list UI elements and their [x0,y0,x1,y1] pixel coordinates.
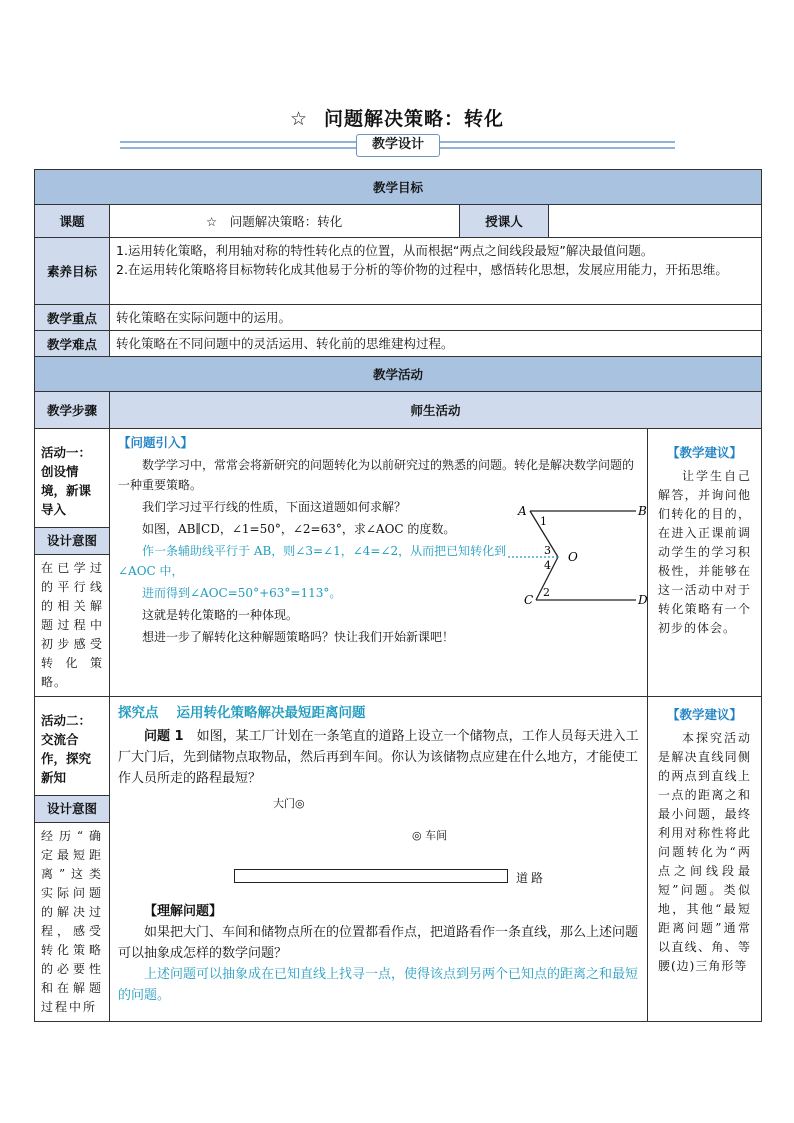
question-1-text: 如图，某工厂计划在一条笔直的道路上设立一个储物点，工作人员每天进入工厂大门后，先到储物点取物品，然后再到车间。你认为该储物点应建在什么地方，才能使工作人员所走的路程最短？ [118,729,639,786]
lesson-table [34,169,762,1022]
label-c: C [524,593,534,607]
steps-header-row [35,392,762,429]
goals-section-title: 教学目标 [35,170,762,205]
angle-1: 1 [540,515,547,528]
activity-2-tip-tag: 【教学建议】 [666,707,742,722]
literacy-content [110,238,762,305]
activity-1-p6: 这就是转化策略的一种体现。 [142,608,299,622]
road-figure [118,789,639,901]
activity-1-p4: 作一条辅助线平行于 AB，则∠3=∠1，∠4=∠2，从而把已知转化到∠AOC 中， [118,544,507,578]
question-1 [118,726,639,789]
literacy-row [35,238,762,305]
activity-1-tip-text: 让学生自己解答，并询问他们转化的目的，在进入正课前调动学生的学习积极性，并能够在这一活动中对于转化策略有一个初步的体会。 [658,469,751,635]
angle-2: 2 [543,586,550,599]
label-b: B [638,504,647,518]
activity-1-p3: 如图，AB∥CD，∠1=50°，∠2=63°，求∠AOC 的度数。 [142,522,456,536]
course-value: ☆ 问题解决策略：转化 [110,205,460,238]
goals-header-row [35,170,762,205]
activity-2-design-text: 经历“确定最短距离”这类实际问题的解决过程，感受转化策略的必要性和在解题过程中所 [41,829,103,1014]
activity-2-design-label: 设计意图 [35,795,109,823]
section-banner [120,135,675,153]
explore-point: 探究点 [118,705,159,721]
key-value: 转化策略在实际问题中的运用。 [110,305,762,331]
course-row [35,205,762,238]
literacy-item-1: 1.运用转化策略，利用轴对称的特性转化点的位置，从而根据“两点之间线段最短”解决最值问题。 [116,243,654,258]
activity-2-left [35,697,110,1022]
activity-1-p7: 想进一步了解转化这种解题策略吗？快让我们开始新课吧！ [142,630,455,644]
understand-tag: 【理解问题】 [144,904,223,919]
key-label: 教学重点 [35,305,110,331]
activity-2-tip-text: 本探究活动是解决直线同侧的两点到直线上一点的距离之和最小问题，最终利用对称性将此问题转化为“两点之间线段最短”问题。类似地，其他“最短距离问题”通常以直线、角、等腰(边)三角形等 [658,731,751,973]
activities-section-title: 教学活动 [35,357,762,392]
workshop-label: ◎ 车间 [412,829,448,842]
activity-1-content [110,429,648,697]
page-title [0,104,794,131]
key-row [35,305,762,331]
understand-text: 如果把大门、车间和储物点所在的位置都看作点，把道路看作一条直线，那么上述问题可以抽象成怎样的数学问题？ [118,925,639,961]
activities-header-row [35,357,762,392]
road-bar [234,869,508,883]
star-icon: ☆ [289,108,309,130]
activity-1-tag: 【问题引入】 [118,435,194,450]
activity-2-tip [648,697,762,1022]
activity-1-tip-tag: 【教学建议】 [666,445,742,460]
teacher-value[interactable] [549,205,762,238]
label-o: O [568,550,578,564]
activity-2-name: 活动二：交流合作，探究新知 [41,713,92,785]
activity-2-content [110,697,648,1022]
title-text: 问题解决策略：转化 [324,108,505,130]
activity-label: 师生活动 [110,392,762,429]
parallel-lines-figure [508,497,648,607]
question-1-label: 问题 1 [144,729,184,744]
activity-1-p1: 数学学习中，常常会将新研究的问题转化为以前研究过的熟悉的问题。转化是解决数学问题的一种重要策略。 [118,458,635,492]
banner-badge: 教学设计 [356,134,440,157]
difficulty-label: 教学难点 [35,331,110,357]
activity-1-design-label: 设计意图 [35,527,109,555]
activity-1-left [35,429,110,697]
activity-1-p5: 进而得到∠AOC=50°+63°=113°。 [142,586,342,600]
answer-text: 上述问题可以抽象成在已知直线上找寻一点，使得该点到另两个已知点的距离之和最短的问题。 [118,967,639,1003]
activity-1-p2: 我们学习过平行线的性质，下面这道题如何求解？ [142,500,407,514]
road-label: 道路 [516,871,547,885]
difficulty-row [35,331,762,357]
activity-1-row [35,429,762,697]
literacy-item-2: 2.在运用转化策略将目标物转化成其他易于分析的等价物的过程中，感悟转化思想，发展应用能力，开拓思维。 [116,262,728,277]
activity-2-heading [118,703,639,724]
literacy-label: 素养目标 [35,238,110,305]
course-label: 课题 [35,205,110,238]
steps-label: 教学步骤 [35,392,110,429]
teacher-label: 授课人 [460,205,549,238]
angle-3: 3 [544,544,551,557]
label-a: A [518,504,527,518]
label-d: D [638,593,648,607]
activity-2-row [35,697,762,1022]
activity-1-name: 活动一：创设情境，新课导入 [41,445,92,517]
difficulty-value: 转化策略在不同问题中的灵活运用、转化前的思维建构过程。 [110,331,762,357]
angle-4: 4 [544,559,551,572]
activity-1-tip [648,429,762,697]
activity-2-body [110,697,647,1006]
gate-label: 大门◎ [273,797,305,810]
activity-1-design-text: 在已学过的平行线的相关解题过程中初步感受转化策略。 [41,561,103,689]
explore-topic: 运用转化策略解决最短距离问题 [176,705,366,721]
